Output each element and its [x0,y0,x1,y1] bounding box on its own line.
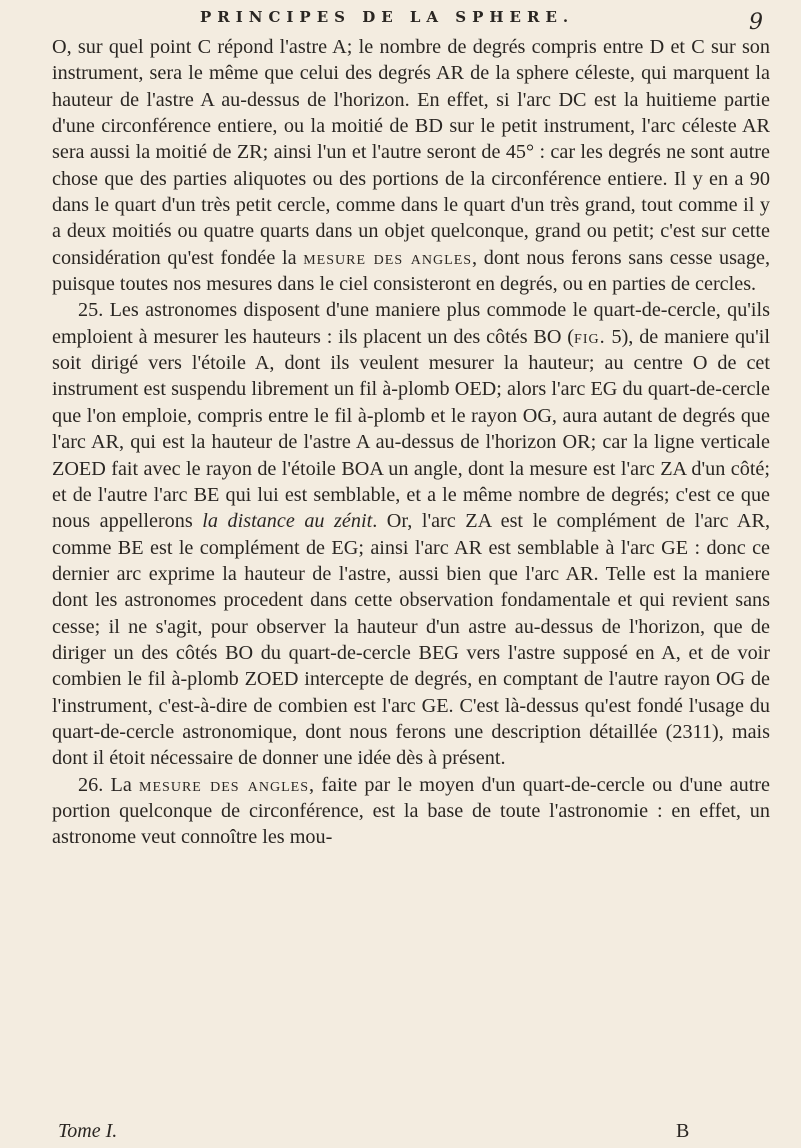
figure-reference: fig. [574,325,606,348]
small-caps-term: mesure des angles [139,773,310,796]
page-footer [0,1120,801,1146]
paragraph-26 [52,772,770,851]
text-segment: 25. Les astronomes disposent d'une maniere plus commode le quart-de-cercle, qu'ils emploient à mesurer les hauteurs : ils placent un des côtés BO ( [52,299,770,348]
paragraph-continued [52,34,770,297]
paragraph-25 [52,297,770,771]
text-segment: 5), de maniere qu'il soit dirigé vers l'étoile A, dont ils veulent mesurer la hauteur; au centre O de cet instrument est suspendu librement un fil à-plomb OED; alors l'arc EG du quart-de-cercle que l'on emploie, compris entre le fil à-plomb et le rayon OG, aura autant de degrés que l'arc AR, qui est la hauteur de l'astre A au-dessus de l'horizon OR; car la ligne verticale ZOED fait avec le rayon de l'étoile BOA un angle, dont la mesure est l'arc ZA d'un côté; et de l'autre l'arc BE qui lui est semblable, et a le même nombre de degrés; c'est ce que nous appellerons [52,325,771,533]
body-text [52,34,770,851]
text-segment: O, sur quel point C répond l'astre A; le nombre de degrés compris entre D et C sur son instrument, sera le même que celui des degrés AR de la sphere céleste, qui marquent la hauteur de l'astre A au-dessus de l'horizon. En effet, si l'arc DC est la huitieme partie d'une circonférence entiere, ou la moitié de BD sur le petit instrument, l'arc céleste AR sera aussi la moitié de ZR; ainsi l'un et l'autre seront de 45° : car les degrés ne sont autre chose que des parties aliquotes ou des portions de la circonférence entiere. Il y en a 90 dans le quart d'un très petit cercle, comme dans le quart d'un très grand, tout comme il y a deux moitiés ou quatre quarts dans un objet quelconque, grand ou petit; c'est sur cette considération qu'est fondée la [52,36,770,269]
signature-mark: B [676,1120,690,1142]
italic-term: la distance au zénit [202,510,373,533]
small-caps-term: mesure des angles [303,246,473,269]
volume-label: Tome I. [58,1120,118,1142]
page-number: 9 [749,10,763,35]
text-segment: . Or, l'arc ZA est le complément de l'arc AR, comme BE est le complément de EG; ainsi l'arc AR est semblable à l'arc GE : donc ce dernier arc exprime la hauteur de l'astre, aussi bien que l'arc AR. Telle est la maniere dont les astronomes procedent dans cette observation fondamentale et qui revient sans cesse; il ne s'agit, pour observer la hauteur d'un astre au-dessus de l'horizon, que de diriger un des côtés BO du quart-de-cercle BEG vers l'astre supposé en A, et de voir combien le fil à-plomb ZOED intercepte de degrés, en comptant de l'autre rayon OG de l'instrument, c'est-à-dire de combien est l'arc GE. C'est là-dessus qu'est fondé l'usage du quart-de-cercle astronomique, dont nous ferons une description détaillée (2311), mais dont il étoit nécessaire de donner une idée dès à présent. [52,510,770,770]
running-head: PRINCIPES DE LA SPHERE. [200,8,575,26]
page-header [0,6,801,36]
text-segment: , dont nous ferons sans cesse usage, puisque toutes nos mesures dans le ciel consisteront en degrés, ou en parties de cercles. [52,246,770,296]
text-segment: , faite par le moyen d'un quart-de-cercle ou d'une autre portion quelconque de circonférence, est la base de toute l'astronomie : en effet, un astronome veut connoître les mou- [52,773,770,849]
text-segment: 26. La [78,773,140,796]
